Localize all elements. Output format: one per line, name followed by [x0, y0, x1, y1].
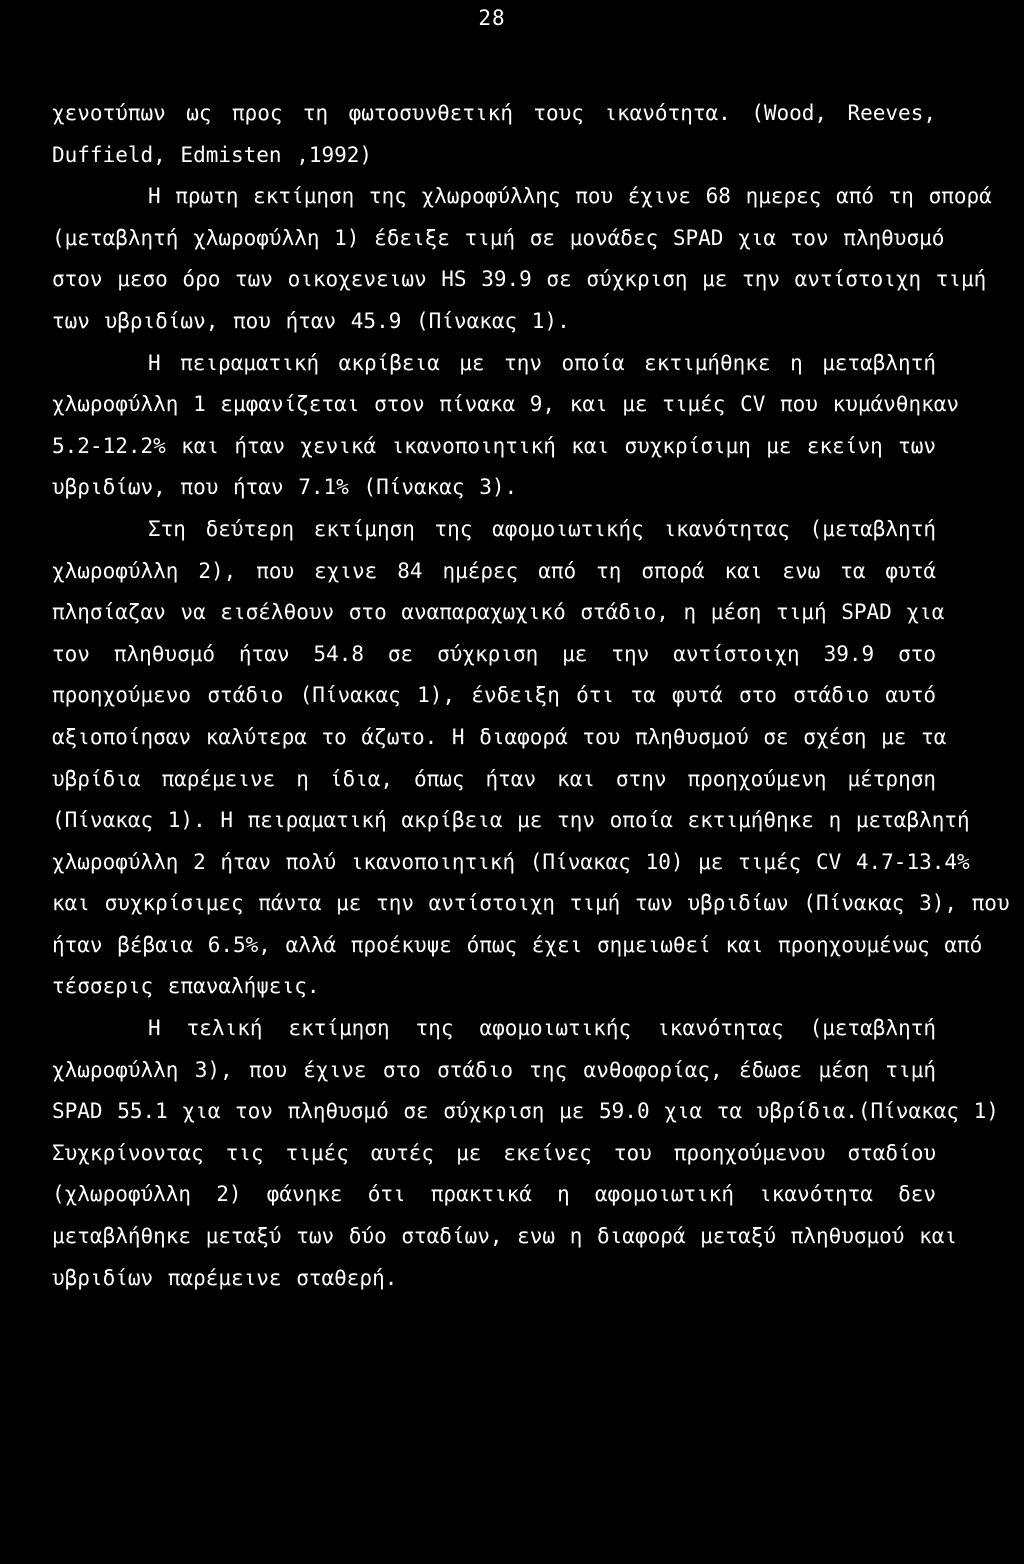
- page-number: 28: [478, 6, 506, 30]
- text-line: Η τελική εκτίμηση της αφομοιωτικής ικανότητας (μεταβλητή: [148, 1016, 936, 1041]
- text-line: (μεταβλητή χλωροφύλλη 1) έδειξε τιμή σε μονάδες SPAD χια τον πληθυσμό: [52, 225, 945, 250]
- text-line: SPAD 55.1 χια τον πληθυσμό σε σύχκριση με 59.0 χια τα υβρίδια.(Πίνακας 1): [52, 1099, 999, 1124]
- text-line: αξιοποίησαν καλύτερα το άζωτο. Η διαφορά του πληθυσμού σε σχέση με τα: [52, 724, 947, 749]
- text-line: υβριδίων, που ήταν 7.1% (Πίνακας 3).: [52, 475, 518, 500]
- text-line: στον μεσο όρο των οικοχενειων HS 39.9 σε σύχκριση με την αντίστοιχη τιμή: [52, 267, 987, 292]
- text-line: τον πληθυσμό ήταν 54.8 σε σύχκριση με την αντίστοιχη 39.9 στο: [52, 641, 936, 666]
- text-line: χλωροφύλλη 3), που έχινε στο στάδιο της ανθοφορίας, έδωσε μέση τιμή: [52, 1057, 936, 1082]
- text-line: υβριδίων παρέμεινε σταθερή.: [52, 1265, 398, 1290]
- text-line: χλωροφύλλη 2), που εχινε 84 ημέρες από τη σπορά και ενω τα φυτά: [52, 558, 936, 583]
- text-line: χλωροφύλλη 2 ήταν πολύ ικανοποιητική (Πίνακας 10) με τιμές CV 4.7-13.4%: [52, 849, 970, 874]
- body-text: [52, 93, 1010, 1299]
- text-line: Συχκρίνοντας τις τιμές αυτές με εκείνες του προηχούμενου σταδίου: [52, 1140, 936, 1165]
- text-line: χενοτύπων ως προς τη φωτοσυνθετική τους ικανότητα. (Wood, Reeves,: [52, 101, 936, 125]
- text-line: (Πίνακας 1). Η πειραματική ακρίβεια με την οποία εκτιμήθηκε η μεταβλητή: [52, 808, 970, 833]
- text-line: 5.2-12.2% και ήταν χενικά ικανοποιητική και συχκρίσιμη με εκείνη των: [52, 433, 936, 458]
- text-line: υβρίδια παρέμεινε η ίδια, όπως ήταν και στην προηχούμενη μέτρηση: [52, 766, 936, 791]
- text-line: και συχκρίσιμες πάντα με την αντίστοιχη τιμή των υβριδίων (Πίνακας 3), που: [52, 891, 1010, 916]
- text-line: Η πρωτη εκτίμηση της χλωροφύλλης που έχινε 68 ημερες από τη σπορά: [148, 184, 992, 209]
- text-line: προηχούμενο στάδιο (Πίνακας 1), ένδειξη ότι τα φυτά στο στάδιο αυτό: [52, 683, 936, 708]
- text-line: τέσσερις επαναλήψεις.: [52, 974, 320, 999]
- text-line: Στη δεύτερη εκτίμηση της αφομοιωτικής ικανότητας (μεταβλητή: [148, 516, 936, 541]
- text-line: των υβριδίων, που ήταν 45.9 (Πίνακας 1).: [52, 308, 570, 333]
- text-line: πλησίαζαν να εισέλθουν στο αναπαραχωχικό στάδιο, η μέση τιμή SPAD χια: [52, 600, 945, 625]
- text-line: (χλωροφύλλη 2) φάνηκε ότι πρακτικά η αφομοιωτική ικανότητα δεν: [52, 1182, 936, 1207]
- text-line: χλωροφύλλη 1 εμφανίζεται στον πίνακα 9, και με τιμές CV που κυμάνθηκαν: [52, 392, 960, 417]
- text-line: Η πειραματική ακρίβεια με την οποία εκτιμήθηκε η μεταβλητή: [148, 350, 936, 375]
- text-line: ήταν βέβαια 6.5%, αλλά προέκυψε όπως έχει σημειωθεί και προηχουμένως από: [52, 932, 983, 957]
- text-line: μεταβλήθηκε μεταξύ των δύο σταδίων, ενω η διαφορά μεταξύ πληθυσμού και: [52, 1224, 958, 1249]
- text-line: Duffield, Edmisten ,1992): [52, 142, 373, 167]
